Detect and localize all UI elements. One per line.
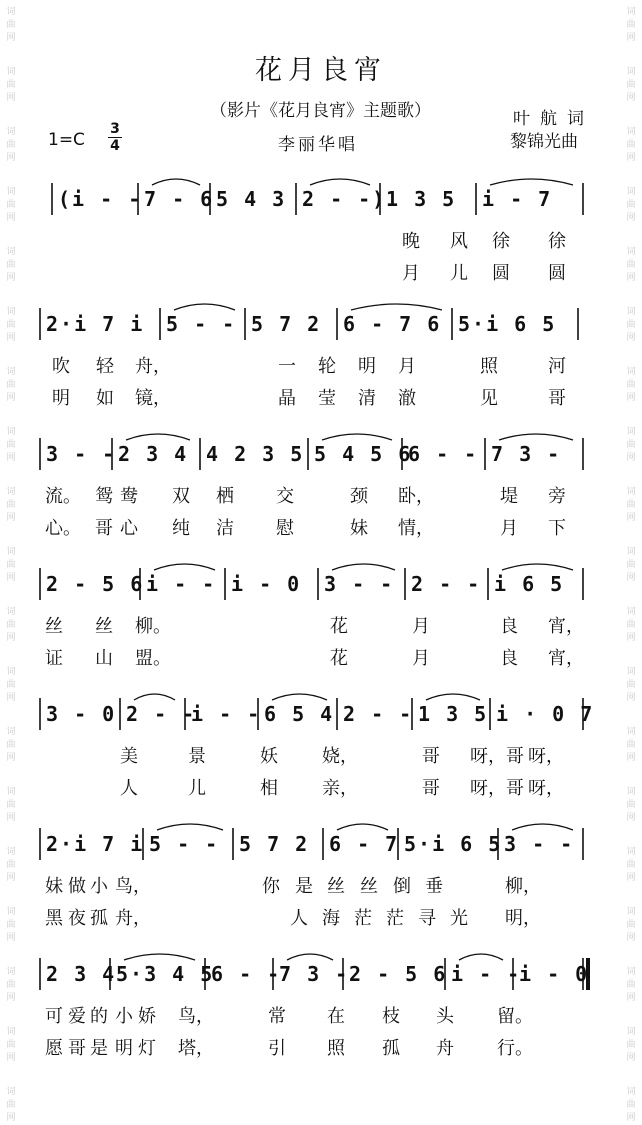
lyric-syllable: 妖 xyxy=(260,746,278,767)
measure: 5·i 6 5 xyxy=(458,312,557,336)
lyric-line-verse-1 xyxy=(0,742,642,772)
lyric-line-verse-1 xyxy=(0,227,642,257)
watermark-text: 词 曲 网 xyxy=(6,607,16,643)
watermark-text: 词 曲 网 xyxy=(626,427,636,463)
lyric-syllable: 鸯 xyxy=(120,486,138,507)
measure: 1 3 5 xyxy=(386,187,457,211)
lyric-syllable: 垂 xyxy=(425,876,443,897)
measure: 5 - - xyxy=(149,832,220,856)
lyric-syllable: 哥 xyxy=(422,778,440,799)
watermark-text: 词 曲 网 xyxy=(6,367,16,403)
lyric-syllable: 灯 xyxy=(138,1038,156,1059)
slur-arc xyxy=(287,954,333,960)
lyric-syllable: 呀，哥 xyxy=(470,746,524,767)
time-signature xyxy=(108,122,122,153)
lyric-syllable: 吹 xyxy=(52,356,70,377)
lyric-syllable: 景 xyxy=(188,746,206,767)
lyric-line-verse-1 xyxy=(0,1002,642,1032)
lyric-syllable: 妹 xyxy=(350,518,368,539)
lyric-syllable: 宵， xyxy=(548,648,584,669)
lyric-syllable: 明 xyxy=(115,1038,133,1059)
barlines xyxy=(0,430,642,490)
lyric-syllable: 丝 xyxy=(360,876,378,897)
lyric-syllable: 纯 xyxy=(172,518,190,539)
lyric-syllable: 双 xyxy=(172,486,190,507)
measure: 6 5 4 xyxy=(264,702,335,726)
measure: 5 4 3 xyxy=(216,187,287,211)
notation-line xyxy=(0,950,642,1010)
lyric-syllable: 颈 xyxy=(350,486,368,507)
slur-arc xyxy=(174,304,235,310)
lyric-syllable: 圆 xyxy=(548,263,566,284)
watermark-text: 词 曲 网 xyxy=(6,847,16,883)
lyric-line-verse-2 xyxy=(0,1034,642,1064)
measure: (i - - xyxy=(58,187,143,211)
watermark-text: 词 曲 网 xyxy=(6,787,16,823)
lyric-syllable: 河 xyxy=(548,356,566,377)
watermark-text: 词 曲 网 xyxy=(626,907,636,943)
slur-arc xyxy=(152,179,200,185)
watermark-text: 词 曲 网 xyxy=(6,547,16,583)
lyric-syllable: 洁 xyxy=(216,518,234,539)
measure: 3 - - xyxy=(504,832,575,856)
lyric-syllable: 鸟， xyxy=(115,876,151,897)
lyric-syllable: 一 xyxy=(278,356,296,377)
lyric-syllable: 倒 xyxy=(393,876,411,897)
singer-credit: 李丽华唱 xyxy=(278,135,358,155)
watermark-text: 词 曲 网 xyxy=(626,307,636,343)
song-title: 花月良宵 xyxy=(255,55,387,86)
lyric-syllable: 交 xyxy=(276,486,294,507)
lyric-syllable: 妹 xyxy=(45,876,63,897)
watermark-text: 词 曲 网 xyxy=(626,187,636,223)
measure: 4 2 3 5 xyxy=(206,442,305,466)
notation-line xyxy=(0,690,642,750)
measure: 2 3 4 xyxy=(118,442,189,466)
lyric-syllable: 鸟， xyxy=(178,1006,214,1027)
measure: 7 3 - xyxy=(491,442,562,466)
measure: 6 - - xyxy=(408,442,479,466)
watermark-text: 词 曲 网 xyxy=(6,727,16,763)
lyric-syllable: 丝 xyxy=(45,616,63,637)
key-signature: 1=C xyxy=(48,130,85,150)
lyric-syllable: 心 xyxy=(120,518,138,539)
notation-line xyxy=(0,300,642,360)
lyric-line-verse-2 xyxy=(0,904,642,934)
measure: i · 0 7 xyxy=(496,702,595,726)
lyric-line-verse-1 xyxy=(0,482,642,512)
lyric-syllable: 良 xyxy=(500,648,518,669)
lyric-syllable: 月 xyxy=(500,518,518,539)
lyric-syllable: 月 xyxy=(412,648,430,669)
measure: 5 7 2 xyxy=(239,832,310,856)
watermark-text: 词 曲 网 xyxy=(6,907,16,943)
lyric-syllable: 徐 xyxy=(492,231,510,252)
lyric-syllable: 宵， xyxy=(548,616,584,637)
measure: 3 - - xyxy=(46,442,117,466)
lyric-syllable: 儿 xyxy=(188,778,206,799)
lyric-syllable: 花 xyxy=(330,616,348,637)
notation-line xyxy=(0,430,642,490)
lyric-syllable: 枝 xyxy=(382,1006,400,1027)
lyric-syllable: 娇 xyxy=(138,1006,156,1027)
watermark-text: 词 曲 网 xyxy=(6,1087,16,1123)
lyric-syllable: 哥 xyxy=(548,388,566,409)
song-subtitle: （影片《花月良宵》主题歌） xyxy=(210,101,431,121)
slur-arc xyxy=(490,179,573,185)
measure: i - - xyxy=(451,962,522,986)
slur-arc xyxy=(310,179,370,185)
lyric-syllable: 哥 xyxy=(68,1038,86,1059)
lyric-syllable: 山 xyxy=(95,648,113,669)
lyric-line-verse-1 xyxy=(0,352,642,382)
lyric-syllable: 明 xyxy=(52,388,70,409)
measure: 2 - - xyxy=(126,702,197,726)
lyric-line-verse-2 xyxy=(0,514,642,544)
slur-arc xyxy=(322,434,392,440)
lyric-syllable: 月 xyxy=(412,616,430,637)
lyric-syllable: 舟， xyxy=(135,356,171,377)
measure: 2 - -) xyxy=(302,187,387,211)
lyric-syllable: 流。 xyxy=(45,486,81,507)
lyric-line-verse-1 xyxy=(0,872,642,902)
watermark-text: 词 曲 网 xyxy=(626,1027,636,1063)
lyric-syllable: 清 xyxy=(358,388,376,409)
lyric-syllable: 人 xyxy=(290,908,308,929)
lyric-syllable: 晚 xyxy=(402,231,420,252)
measure: i - 0 xyxy=(519,962,590,986)
watermark-text: 词 曲 网 xyxy=(6,967,16,1003)
slur-arc xyxy=(157,824,223,830)
lyric-syllable: 哥 xyxy=(95,518,113,539)
barlines xyxy=(0,950,642,1010)
lyric-syllable: 花 xyxy=(330,648,348,669)
lyric-syllable: 小 xyxy=(115,1006,133,1027)
lyric-syllable: 照 xyxy=(327,1038,345,1059)
measure: i - 0 xyxy=(231,572,302,596)
lyric-syllable: 照 xyxy=(480,356,498,377)
watermark-text: 词 曲 网 xyxy=(626,667,636,703)
lyric-syllable: 月 xyxy=(402,263,420,284)
lyric-syllable: 情， xyxy=(398,518,434,539)
lyric-syllable: 相 xyxy=(260,778,278,799)
lyric-syllable: 做 xyxy=(68,876,86,897)
lyric-syllable: 行。 xyxy=(497,1038,533,1059)
lyric-syllable: 的 xyxy=(90,1006,108,1027)
lyric-syllable: 堤 xyxy=(500,486,518,507)
measure: 2 - - xyxy=(343,702,414,726)
barlines xyxy=(0,175,642,235)
lyric-syllable: 晶 xyxy=(278,388,296,409)
watermark-text: 词 曲 网 xyxy=(626,1087,636,1123)
watermark-left xyxy=(0,0,22,1123)
lyric-syllable: 你 xyxy=(262,876,280,897)
lyric-syllable: 丝 xyxy=(95,616,113,637)
lyric-syllable: 爱 xyxy=(68,1006,86,1027)
lyric-line-verse-2 xyxy=(0,774,642,804)
watermark-text: 词 曲 网 xyxy=(626,127,636,163)
measure: 1 3 5 xyxy=(418,702,489,726)
lyric-syllable: 镜， xyxy=(135,388,171,409)
time-signature-top: 3 xyxy=(110,121,120,137)
watermark-text: 词 曲 网 xyxy=(6,307,16,343)
lyric-syllable: 轻 xyxy=(96,356,114,377)
measure: 2 - - xyxy=(411,572,482,596)
lyric-syllable: 引 xyxy=(268,1038,286,1059)
watermark-text: 词 曲 网 xyxy=(626,487,636,523)
lyric-syllable: 徐 xyxy=(548,231,566,252)
barlines xyxy=(0,560,642,620)
lyric-syllable: 哥 xyxy=(422,746,440,767)
lyric-syllable: 在 xyxy=(327,1006,345,1027)
measure: 3 - 0 xyxy=(46,702,117,726)
watermark-text: 词 曲 网 xyxy=(6,1027,16,1063)
slur-arc xyxy=(459,954,503,960)
lyric-syllable: 证 xyxy=(45,648,63,669)
lyric-syllable: 孤 xyxy=(382,1038,400,1059)
slur-arc xyxy=(426,694,480,700)
watermark-text: 词 曲 网 xyxy=(626,847,636,883)
watermark-text: 词 曲 网 xyxy=(6,667,16,703)
lyric-syllable: 愿 xyxy=(45,1038,63,1059)
lyric-syllable: 鸳 xyxy=(95,486,113,507)
measure: 6 - 7 xyxy=(329,832,400,856)
lyric-syllable: 呀，哥 xyxy=(470,778,524,799)
lyricist-credit: 叶航词 xyxy=(513,109,594,129)
slur-arc xyxy=(134,694,175,700)
slur-arc xyxy=(272,694,327,700)
watermark-text: 词 曲 网 xyxy=(6,67,16,103)
watermark-text: 词 曲 网 xyxy=(6,7,16,43)
barlines xyxy=(0,690,642,750)
watermark-text: 词 曲 网 xyxy=(626,547,636,583)
lyric-syllable: 呀， xyxy=(528,746,564,767)
lyric-syllable: 柳。 xyxy=(135,616,171,637)
lyric-syllable: 寻 xyxy=(418,908,436,929)
lyric-syllable: 娆， xyxy=(322,746,358,767)
lyric-line-verse-2 xyxy=(0,384,642,414)
lyric-line-verse-2 xyxy=(0,259,642,289)
measure: 3 - - xyxy=(324,572,395,596)
watermark-text: 词 曲 网 xyxy=(6,427,16,463)
lyric-syllable: 孤 xyxy=(90,908,108,929)
measure: 5·3 4 5 xyxy=(116,962,215,986)
watermark-text: 词 曲 网 xyxy=(626,607,636,643)
lyric-syllable: 茫 xyxy=(386,908,404,929)
lyric-syllable: 下 xyxy=(548,518,566,539)
lyric-syllable: 美 xyxy=(120,746,138,767)
lyric-syllable: 留。 xyxy=(497,1006,533,1027)
slur-arc xyxy=(512,824,573,830)
measure: 7 - 6 xyxy=(144,187,215,211)
measure: 5 - - xyxy=(166,312,237,336)
lyric-syllable: 明， xyxy=(505,908,541,929)
slur-arc xyxy=(124,954,195,960)
composer-credit: 黎锦光曲 xyxy=(510,132,578,152)
lyric-syllable: 常 xyxy=(268,1006,286,1027)
slur-arc xyxy=(351,304,442,310)
lyric-syllable: 人 xyxy=(120,778,138,799)
lyric-line-verse-2 xyxy=(0,644,642,674)
lyric-syllable: 心。 xyxy=(45,518,81,539)
watermark-text: 词 曲 网 xyxy=(626,367,636,403)
notation-line xyxy=(0,175,642,235)
measure: i - 7 xyxy=(482,187,553,211)
watermark-right xyxy=(620,0,642,1123)
watermark-text: 词 曲 网 xyxy=(6,127,16,163)
lyric-line-verse-1 xyxy=(0,612,642,642)
lyric-syllable: 丝 xyxy=(327,876,345,897)
watermark-text: 词 曲 网 xyxy=(6,487,16,523)
lyric-syllable: 儿 xyxy=(450,263,468,284)
measure: 5 7 2 xyxy=(251,312,322,336)
lyric-syllable: 见 xyxy=(480,388,498,409)
measure: 2·i 7 i xyxy=(46,832,145,856)
lyric-syllable: 莹 xyxy=(318,388,336,409)
watermark-text: 词 曲 网 xyxy=(6,247,16,283)
lyric-syllable: 轮 xyxy=(318,356,336,377)
lyric-syllable: 塔， xyxy=(178,1038,214,1059)
slur-arc xyxy=(337,824,388,830)
lyric-syllable: 头 xyxy=(436,1006,454,1027)
lyric-syllable: 风 xyxy=(450,231,468,252)
lyric-syllable: 澈 xyxy=(398,388,416,409)
lyric-syllable: 亲， xyxy=(322,778,358,799)
measure: i - - xyxy=(146,572,217,596)
measure: 6 - 7 6 xyxy=(343,312,442,336)
lyric-syllable: 海 xyxy=(322,908,340,929)
watermark-text: 词 曲 网 xyxy=(626,247,636,283)
lyric-syllable: 光 xyxy=(450,908,468,929)
notation-line xyxy=(0,820,642,880)
lyric-syllable: 良 xyxy=(500,616,518,637)
lyric-syllable: 慰 xyxy=(276,518,294,539)
measure: i - - xyxy=(191,702,262,726)
lyric-syllable: 圆 xyxy=(492,263,510,284)
watermark-text: 词 曲 网 xyxy=(626,967,636,1003)
lyric-syllable: 盟。 xyxy=(135,648,171,669)
measure: 5·i 6 5 xyxy=(404,832,503,856)
measure: 2·i 7 i xyxy=(46,312,145,336)
lyric-syllable: 夜 xyxy=(68,908,86,929)
measure: 2 - 5 6 xyxy=(46,572,145,596)
watermark-text: 词 曲 网 xyxy=(626,787,636,823)
lyric-syllable: 是 xyxy=(295,876,313,897)
lyric-syllable: 黑 xyxy=(45,908,63,929)
lyric-syllable: 是 xyxy=(90,1038,108,1059)
measure: 2 - 5 6 xyxy=(349,962,448,986)
lyric-syllable: 卧， xyxy=(398,486,434,507)
lyric-syllable: 呀， xyxy=(528,778,564,799)
lyric-syllable: 明 xyxy=(358,356,376,377)
lyric-syllable: 可 xyxy=(45,1006,63,1027)
watermark-text: 词 曲 网 xyxy=(626,7,636,43)
lyric-syllable: 如 xyxy=(96,388,114,409)
lyric-syllable: 小 xyxy=(90,876,108,897)
measure: 6 - - xyxy=(211,962,282,986)
notation-line xyxy=(0,560,642,620)
measure: 2 3 4 xyxy=(46,962,117,986)
slur-arc xyxy=(154,564,215,570)
barlines xyxy=(0,820,642,880)
measure: 7 3 - xyxy=(279,962,350,986)
slur-arc xyxy=(502,564,573,570)
slur-arc xyxy=(499,434,573,440)
lyric-syllable: 月 xyxy=(398,356,416,377)
slur-arc xyxy=(332,564,395,570)
lyric-syllable: 柳， xyxy=(505,876,541,897)
time-signature-bottom: 4 xyxy=(110,138,120,154)
barlines xyxy=(0,300,642,360)
watermark-text: 词 曲 网 xyxy=(626,727,636,763)
lyric-syllable: 旁 xyxy=(548,486,566,507)
watermark-text: 词 曲 网 xyxy=(626,67,636,103)
lyric-syllable: 茫 xyxy=(354,908,372,929)
watermark-text: 词 曲 网 xyxy=(6,187,16,223)
lyric-syllable: 舟 xyxy=(436,1038,454,1059)
lyric-syllable: 栖 xyxy=(216,486,234,507)
measure: 5 4 5 6 xyxy=(314,442,413,466)
measure: i 6 5 xyxy=(494,572,565,596)
slur-arc xyxy=(126,434,190,440)
lyric-syllable: 舟， xyxy=(115,908,151,929)
